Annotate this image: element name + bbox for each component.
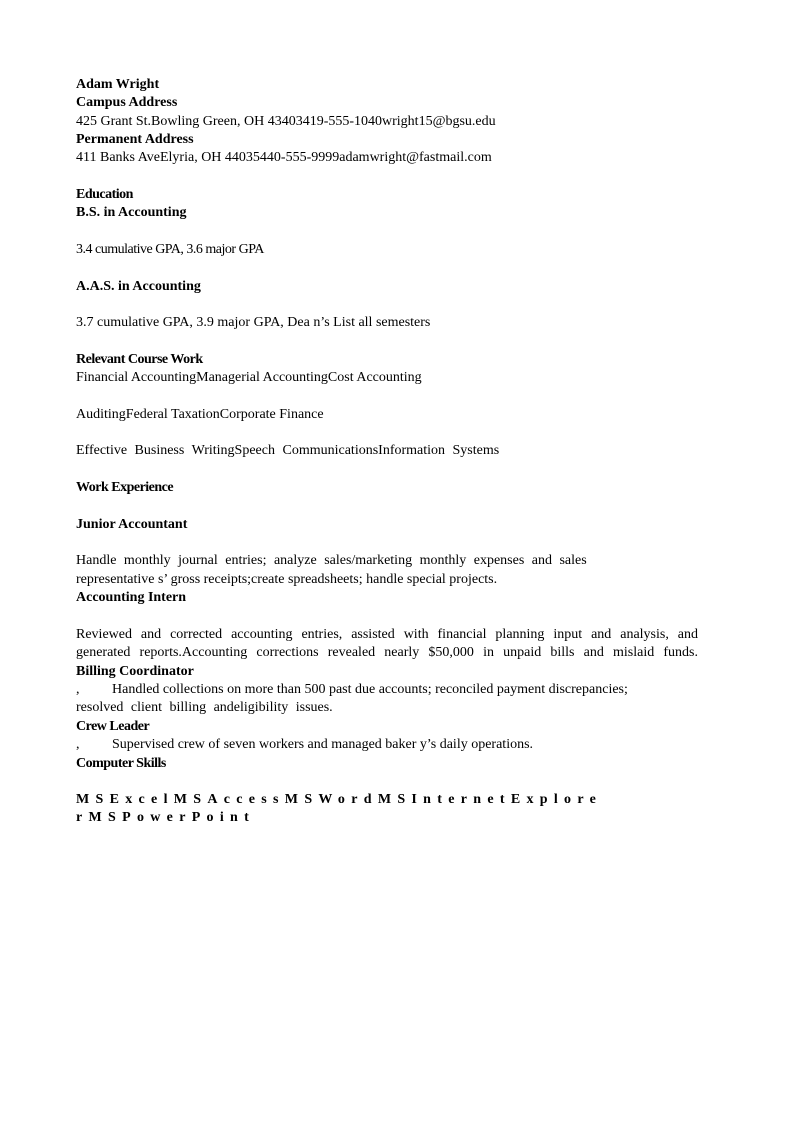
campus-address-line: 425 Grant St.Bowling Green, OH 43403419-555-1040wright15@bgsu.edu bbox=[76, 114, 496, 129]
education-heading: Education bbox=[76, 187, 133, 202]
job-accounting-intern-line-2: generated reports.Accounting corrections revealed nearly $50,000 in unpaid bills and mislaid funds. bbox=[76, 645, 698, 660]
permanent-address-heading: Permanent Address bbox=[76, 132, 194, 147]
degree-aas-detail: 3.7 cumulative GPA, 3.9 major GPA, Dea n’s List all semesters bbox=[76, 315, 431, 330]
work-experience-heading: Work Experience bbox=[76, 480, 174, 495]
permanent-address-line: 411 Banks AveElyria, OH 44035440-555-9999adamwright@fastmail.com bbox=[76, 150, 492, 165]
coursework-line-3: Effective Business WritingSpeech CommunicationsInformation Systems bbox=[76, 443, 500, 458]
degree-bs-detail: 3.4 cumulative GPA, 3.6 major GPA bbox=[76, 242, 264, 257]
degree-aas-title: A.A.S. in Accounting bbox=[76, 279, 201, 294]
job-accounting-intern-title: Accounting Intern bbox=[76, 590, 187, 605]
job-accounting-intern-line-1: Reviewed and corrected accounting entries, assisted with financial planning input and analysis, and bbox=[76, 627, 698, 642]
job-crew-leader-line-1: Supervised crew of seven workers and managed baker y’s daily operations. bbox=[112, 737, 534, 752]
coursework-line-2: AuditingFederal TaxationCorporate Finance bbox=[76, 407, 324, 422]
bullet-mark: , bbox=[76, 737, 80, 752]
computer-skills-line-1: MSExcelMSAccessMSWordMSInternetExplore bbox=[76, 792, 603, 807]
computer-skills-line-2: rMSPowerPoint bbox=[76, 810, 256, 825]
job-junior-accountant-line-2: representative s’ gross receipts;create spreadsheets; handle special projects. bbox=[76, 572, 498, 587]
candidate-name: Adam Wright bbox=[76, 77, 160, 92]
job-billing-coordinator-line-1: Handled collections on more than 500 past due accounts; reconciled payment discrepancies; bbox=[112, 682, 628, 697]
degree-bs-title: B.S. in Accounting bbox=[76, 205, 187, 220]
job-billing-coordinator-title: Billing Coordinator bbox=[76, 664, 194, 679]
job-billing-coordinator-line-2: resolved client billing andeligibility issues. bbox=[76, 700, 333, 715]
job-billing-coordinator-bullet-row bbox=[76, 681, 698, 699]
campus-address-heading: Campus Address bbox=[76, 95, 178, 110]
bullet-mark: , bbox=[76, 682, 80, 697]
job-crew-leader-title: Crew Leader bbox=[76, 719, 150, 734]
job-crew-leader-bullet-row bbox=[76, 736, 533, 754]
job-junior-accountant-title: Junior Accountant bbox=[76, 517, 188, 532]
coursework-heading: Relevant Course Work bbox=[76, 352, 203, 367]
coursework-line-1: Financial AccountingManagerial AccountingCost Accounting bbox=[76, 370, 422, 385]
job-junior-accountant-line-1: Handle monthly journal entries; analyze sales/marketing monthly expenses and sales bbox=[76, 553, 587, 568]
computer-skills-heading: Computer Skills bbox=[76, 756, 166, 771]
